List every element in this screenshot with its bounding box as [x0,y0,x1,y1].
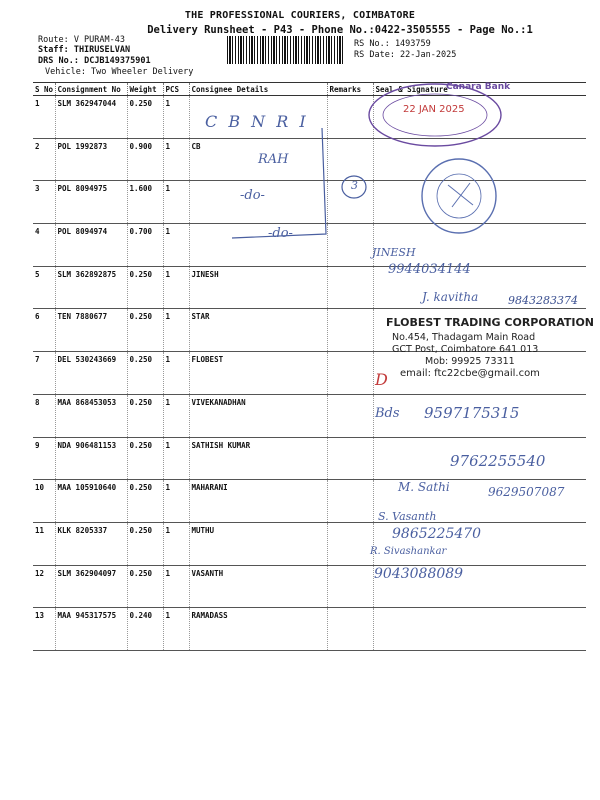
cell-remarks [327,309,373,352]
cell-pcs: 1 [163,522,189,565]
cell-consignee: VIVEKANADHAN [189,394,327,437]
col-seal-signature: Seal & Signature [373,83,586,96]
cell-remarks [327,437,373,480]
cell-consignment: POL 8094974 [55,224,127,267]
row9-signature: Bds [375,406,400,421]
cell-weight: 1.600 [127,181,163,224]
cell-pcs: 1 [163,608,189,651]
cell-consignment: SLM 362904097 [55,565,127,608]
cell-sno: 10 [33,480,55,523]
cell-sno: 6 [33,309,55,352]
cell-consignee: SATHISH KUMAR [189,437,327,480]
cell-sno: 11 [33,522,55,565]
cell-sno: 3 [33,181,55,224]
cell-pcs: 1 [163,266,189,309]
flobest-stamp-addr2: GCT Post, Coimbatore 641 013 [392,344,539,355]
vehicle-label: Vehicle: Two Wheeler Delivery [45,67,194,77]
cell-consignment: MAA 105910640 [55,480,127,523]
row13-signature: R. Sivashankar [370,546,447,557]
row6-phone: 9843283374 [508,294,578,307]
col-consignment: Consignment No [55,83,127,96]
cell-pcs: 1 [163,480,189,523]
cell-remarks [327,608,373,651]
col-remarks: Remarks [327,83,373,96]
cell-sno: 12 [33,565,55,608]
cell-weight: 0.250 [127,309,163,352]
flobest-stamp-mobile: Mob: 99925 73311 [425,356,515,367]
canara-bank-label: Canara Bank [446,82,511,92]
handwriting-cbnri: C B N R I [205,112,309,131]
col-pcs: PCS [163,83,189,96]
cell-consignee: VASANTH [189,565,327,608]
cell-pcs: 1 [163,224,189,267]
cell-consignment: POL 8094975 [55,181,127,224]
cell-consignee: CB [189,138,327,181]
cell-weight: 0.250 [127,522,163,565]
handwriting-ditto-1: -do- [240,188,265,203]
row11-signature: M. Sathi [398,480,450,494]
handwriting-ditto-2: -do- [268,226,293,241]
cell-sno: 5 [33,266,55,309]
cell-remarks [327,394,373,437]
row12-phone: 9865225470 [392,526,482,542]
cell-weight: 0.900 [127,138,163,181]
cell-sno: 13 [33,608,55,651]
cell-consignment: SLM 362892875 [55,266,127,309]
company-name: THE PROFESSIONAL COURIERS, COIMBATORE [184,10,416,21]
row13-phone: 9043088089 [374,566,464,582]
cell-remarks [327,480,373,523]
bracket-mark [190,122,340,247]
row12-signature: S. Vasanth [378,510,437,523]
cell-consignee: STAR [189,309,327,352]
cell-consignment: NDA 906481153 [55,437,127,480]
route-label: Route: V PURAM-43 [38,35,125,45]
cell-consignment: POL 1992873 [55,138,127,181]
col-consignee: Consignee Details [189,83,327,96]
table-row [33,266,586,309]
cell-pcs: 1 [163,181,189,224]
cell-pcs: 1 [163,138,189,181]
col-sno: S No [35,84,54,94]
row6-name: J. kavitha [422,290,479,304]
canara-date: 22 JAN 2025 [403,104,465,115]
cell-weight: 0.700 [127,224,163,267]
cell-weight: 0.250 [127,437,163,480]
cell-remarks [327,565,373,608]
row5-phone: 9944034144 [388,262,471,277]
flobest-stamp-addr1: No.454, Thadagam Main Road [392,332,536,343]
drs-number [38,56,151,67]
cell-sno: 9 [33,437,55,480]
cell-remarks [327,522,373,565]
table-row [33,522,586,565]
flobest-stamp-name: FLOBEST TRADING CORPORATION [386,316,595,329]
cell-pcs: 1 [163,437,189,480]
cell-pcs: 1 [163,96,189,139]
cell-consignee: RAMADASS [189,608,327,651]
cell-weight: 0.240 [127,608,163,651]
cell-weight: 0.250 [127,394,163,437]
cell-pcs: 1 [163,565,189,608]
barcode [227,36,345,64]
cell-consignment: KLK 8205337 [55,522,127,565]
cell-remarks [327,266,373,309]
handwriting-rah: RAH [258,152,289,167]
rs-date: RS Date: 22-Jan-2025 [354,50,457,60]
runsheet-title: Delivery Runsheet - P43 - Phone No.:0422-3505555 - Page No.:1 [147,24,533,36]
cell-weight: 0.250 [127,565,163,608]
cell-consignee: JINESH [189,266,327,309]
col-weight: Weight [127,83,163,96]
cell-signature [373,608,586,651]
circle-three-text: 3 [351,179,358,192]
cell-weight: 0.250 [127,352,163,395]
staff-label: Staff: THIRUSELVAN [38,45,131,55]
cell-sno: 1 [33,96,55,139]
cell-consignment: DEL 530243669 [55,352,127,395]
row11-phone: 9629507087 [488,485,565,499]
cell-pcs: 1 [163,309,189,352]
cell-sno: 7 [33,352,55,395]
drs-value: DCJB149375901 [84,56,151,66]
cell-weight: 0.250 [127,480,163,523]
cell-pcs: 1 [163,394,189,437]
cell-consignment: MAA 868453053 [55,394,127,437]
cell-consignment: SLM 362947044 [55,96,127,139]
canara-stamp-2 [418,155,500,237]
table-row [33,608,586,651]
cell-consignee: MAHARANI [189,480,327,523]
cell-consignment: MAA 945317575 [55,608,127,651]
drs-label: DRS No.: [38,56,79,66]
cell-consignment: TEN 7880677 [55,309,127,352]
table-row [33,565,586,608]
cell-sno: 8 [33,394,55,437]
rs-number: RS No.: 1493759 [354,39,431,49]
cell-remarks [327,352,373,395]
cell-weight: 0.250 [127,96,163,139]
row8-initials: D [375,370,388,389]
cell-consignee: FLOBEST [189,352,327,395]
row10-phone: 9762255540 [450,452,546,470]
flobest-stamp-email: email: ftc22cbe@gmail.com [400,368,540,379]
row5-signature: JINESH [372,246,416,259]
row9-phone: 9597175315 [424,404,520,422]
cell-sno: 4 [33,224,55,267]
cell-weight: 0.250 [127,266,163,309]
cell-consignee: MUTHU [189,522,327,565]
cell-sno: 2 [33,138,55,181]
cell-pcs: 1 [163,352,189,395]
